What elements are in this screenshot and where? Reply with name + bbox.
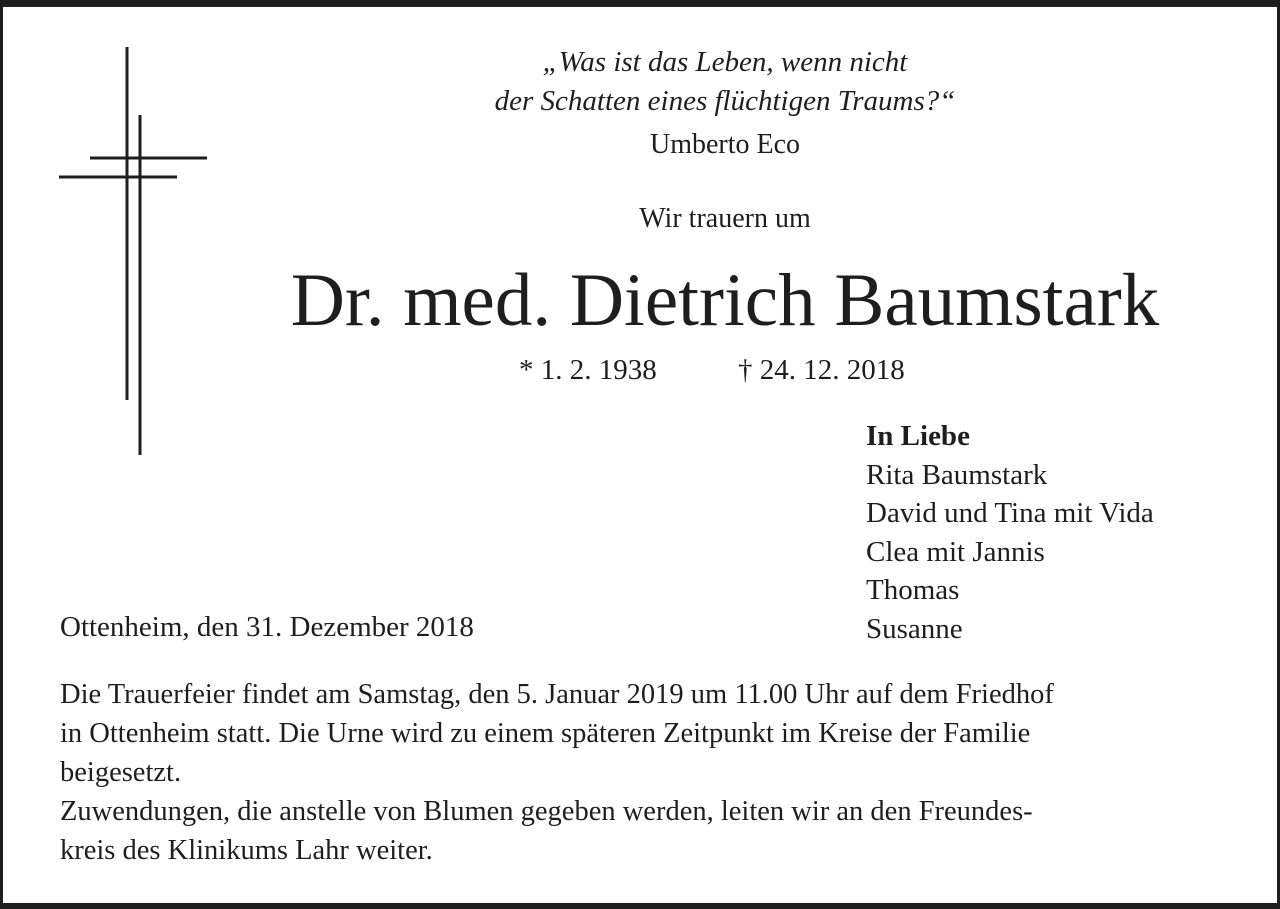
family-member: Thomas: [866, 574, 960, 606]
ceremony-line: beigesetzt.: [60, 757, 182, 788]
family-member: Susanne: [866, 612, 963, 645]
quote-line-1: „Was ist das Leben, wenn nicht: [542, 46, 908, 78]
family-member: Clea mit Jannis: [866, 535, 1045, 568]
family-member: David und Tina mit Vida: [866, 497, 1154, 529]
donations-line: kreis des Klinikums Lahr weiter.: [60, 835, 433, 866]
double-cross-icon: [0, 0, 220, 470]
ceremony-line: in Ottenheim statt. Die Urne wird zu einem späteren Zeitpunkt im Kreise der Familie: [60, 718, 1031, 749]
quote-author: Umberto Eco: [649, 129, 801, 160]
family-list: [866, 417, 1154, 648]
ceremony-text: [60, 675, 1230, 792]
quote-line-2: der Schatten eines flüchtigen Traums?“: [494, 85, 956, 117]
mourning-intro: Wir trauern um: [639, 203, 811, 234]
deceased-name: Dr. med. Dietrich Baumstark: [290, 259, 1160, 342]
place-date: Ottenheim, den 31. Dezember 2018: [60, 611, 474, 643]
funeral-notice: [60, 675, 1230, 870]
death-date: † 24. 12. 2018: [738, 354, 905, 386]
birth-date: * 1. 2. 1938: [519, 354, 657, 386]
donations-line: Zuwendungen, die anstelle von Blumen gegeben werden, leiten wir an den Freundes-: [60, 796, 1033, 827]
donations-text: [60, 792, 1230, 870]
family-member: Rita Baumstark: [866, 458, 1048, 491]
family-heading: In Liebe: [866, 420, 970, 452]
ceremony-line: Die Trauerfeier findet am Samstag, den 5. Januar 2019 um 11.00 Uhr auf dem Friedhof: [60, 679, 1054, 710]
